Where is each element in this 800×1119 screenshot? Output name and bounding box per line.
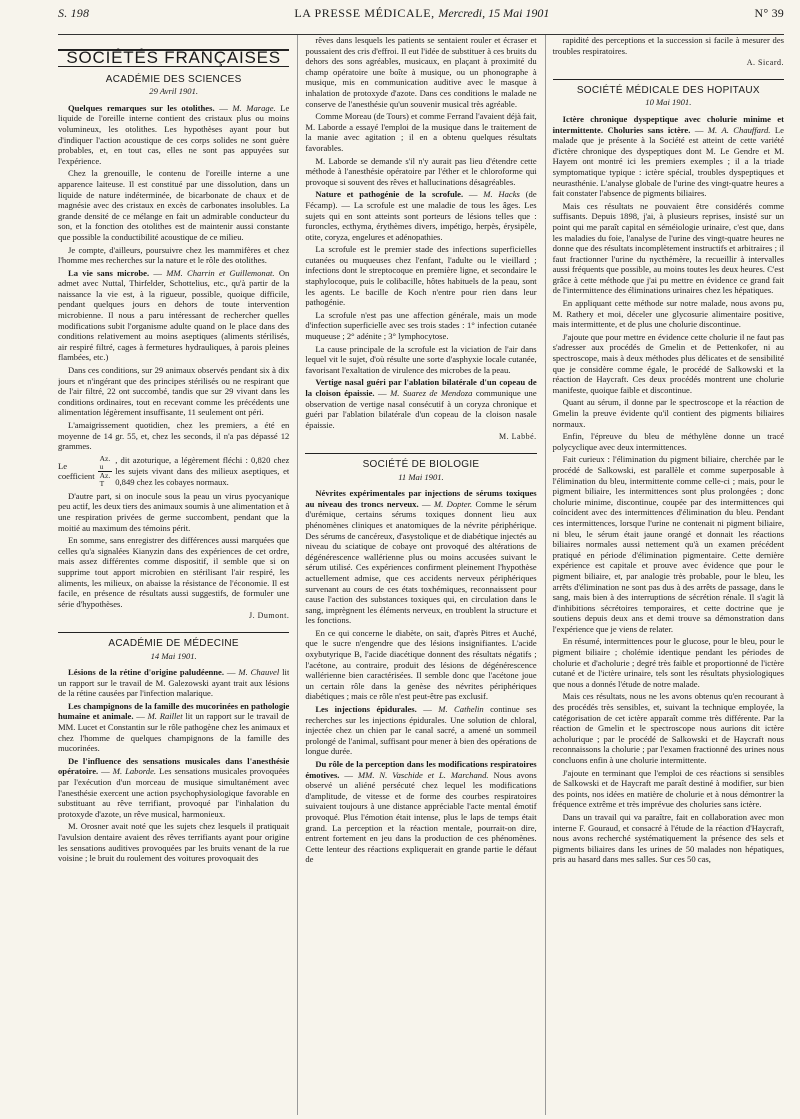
paragraph: Névrites expérimentales par injections de sérums toxiques au niveau des troncs nerveux. — M. Dopter. Comme le sérum d'urémique, certains sérums toxiques donnent lieu aux phénomènes cliniques et anatomiques de la névrite périphérique. Des sérums de cancéreux, d'asystolique et de diabétique injectés au niveau du sciatique de cobaye ont provoqué des altérations de dégénérescence wallérienne plus ou moins accusées suivant le sérum utilisé. Ces expériences confirment pleinement l'hypothèse actuellement admise, que ces accidents nerveux périphériques survenant au cours de ces états toxhémiques, reconnaissent pour cause l'action des substances toxiques qui, en circulation dans le sang, imprègnent les éléments nerveux, en troublent la structure et les fonctions. bbox=[305, 488, 537, 626]
article-text: continue ses recherches sur les injections épidurales. Une solution de chloral, injectée chez un chien par le canal sacré, a amené un sommeil prolongé de l'animal, suffisant pour mener à bien des opérations de longue durée. bbox=[305, 704, 537, 757]
section-date: 14 Mai 1901. bbox=[150, 650, 197, 661]
paragraph: M. Orosner avait noté que les sujets chez lesquels il pratiquait l'avulsion dentaire avaient des rêves terrifiants ayant pour origine les sensations auditives provoquées par les bruits venant de la rue voisine ; le bruit du roulement des voitures provoquait des bbox=[58, 821, 290, 864]
section-title-societe-biologie: SOCIÉTÉ DE BIOLOGIE bbox=[305, 453, 536, 471]
section-date: 11 Mai 1901. bbox=[398, 471, 444, 482]
paragraph: rapidité des perceptions et la succession si facile à mesurer des troubles respiratoires. bbox=[552, 35, 784, 56]
article-author: M. Raillet bbox=[147, 711, 183, 722]
paragraph: Nature et pathogénie de la scrofule. — M. Hacks (de Fécamp). — La scrofule est une maladie de tous les âges. Les sujets qui en sont atteints sont porteurs de lésions telles que : furoncles, ecthyma, érythèmes divers, impétigo, herpès, érysipèle, otite, coryza, engelures et adénopathies. bbox=[305, 189, 537, 242]
paragraph: Quant au sérum, il donne par le spectroscope et la réaction de Gmelin la preuve évidente qu'il contient des pigments biliaires normaux. bbox=[552, 397, 784, 429]
article-author: M. Marage. bbox=[232, 102, 276, 113]
article-text: communique une observation de vertige nasal consécutif à un coryza chronique et guéri par l'ablation bilatérale d'un copeau de la cloison nasale épaissie. bbox=[305, 388, 537, 430]
paragraph: Dans un travail qui va paraître, fait en collaboration avec mon interne F. Gouraud, et consacré à l'étude de la réaction d'Haycraft, nous avons recherché systématiquement la présence des sels et pigments biliaires dans les urines de 50 malades non hépatiques, pris au hasard dans mes salles. Sur ces 50 cas, bbox=[552, 811, 784, 865]
signature: M. Labbé. bbox=[499, 432, 537, 442]
article-title: Quelques remarques sur les otolithes. bbox=[68, 102, 215, 113]
column-1 bbox=[58, 35, 289, 1115]
article-author: M. Dopter. bbox=[433, 498, 473, 509]
journal-masthead: LA PRESSE MÉDICALE, Mercredi, 15 Mai 1901 bbox=[294, 6, 550, 20]
paragraph: Chez la grenouille, le contenu de l'oreille interne a une apparence laiteuse. Il est constitué par une dissolution, dans un liquide de nature indéterminée, de bicarbonate de chaux et de magnésie avec des cristaux en excès de carbonates insolubles. La grande densité de ce mélange en fait un admirable conducteur du son, et la fonction des otolithes est de maintenir aussi constante que possible la conductibilité acoustique de ce milieu. bbox=[58, 168, 290, 242]
article-text: lit un rapport sur le travail de MM. Lucet et Constantin sur le rôle pathogène chez les animaux et chez l'homme de quelques champignons de la famille des mucorinées. bbox=[58, 711, 290, 754]
paragraph: Mais ces résultats, nous ne les avons obtenus qu'en recourant à des procédés très sensibles, et, suivant la technique employée, la catégorisation de cet ictère apparaît comme très différente. Par la réaction de Gmelin et le spectroscope nous aurions dit ictère acholurique ; par le procédé de Salkowski et de Haycraft nous reconnaissons la cholurie ; par l'examen fractionné des urines nous concluons enfin à une cholurie intermittente. bbox=[552, 691, 784, 765]
article-author: MM. Charrin et Guillemonat. bbox=[166, 267, 275, 278]
issue-number: N° 39 bbox=[754, 6, 784, 20]
article-title: Névrites expérimentales par injections de sérums toxiques au niveau des troncs nerveux. bbox=[305, 488, 537, 509]
article-title: Nature et pathogénie de la scrofule. bbox=[315, 189, 464, 200]
section-date: 10 Mai 1901. bbox=[645, 97, 692, 108]
signature: J. Dumont. bbox=[248, 611, 290, 621]
paragraph: En somme, sans enregistrer des différences aussi marquées que celles qu'a signalées Kianyzin dans des expériences de cet ordre, mais assez différentes comme dispositif, il semble que si on supprime tout apport microbien en stérilisant l'air respiré, les aliments, les milieux, on abaisse la résistance de l'économie. Il est facile, en présence de résultats aussi suggestifs, de formuler une série d'hypothèses. bbox=[58, 535, 290, 609]
paragraph: Ictère chronique dyspeptique avec cholurie minime et intermittente. Choluries sans ictère. — M. A. Chauffard. Le malade que je présente à la Société est atteint de cette variété d'ictère chronique des dyspeptiques dont M. Le Gendre et M. Hayem ont montré ici les premiers exemples ; il a la triade symptomatique typique : ictère spécial, troubles dyspeptiques et neurasthénie. L'analyse globale de l'urine des vingt-quatre heures a fait constater l'absence de pigments biliaires. bbox=[552, 113, 784, 199]
paragraph: Mais ces résultats ne pouvaient être considérés comme suffisants. Depuis 1898, j'ai, à plusieurs reprises, insisté sur un point qui me paraît capital en séméiologie urinaire, c'est que, dans les maladies du foie, l'analyse de l'urine des vingt-quatre heures ne donne que des résultats incomplètement instructifs et arbitraires ; il faut fractionner l'urine du nycthémère, la recueillir à intervalles aussi fréquents que possible, au moins toutes les deux heures. C'est grâce à cette méthode que j'ai pu mettre en évidence ce grand fait de l'intermittence des éliminations urinaires chez les hépatiques. bbox=[552, 200, 784, 296]
signature: A. Sicard. bbox=[746, 58, 784, 68]
paragraph: De l'influence des sensations musicales dans l'anesthésie opératoire. — M. Laborde. Les sensations musicales provoquées par l'exécution d'un morceau de musique simultanément avec l'anesthésie exercent une action psychophysiologique favorable en substituant au rêve terrifiant, provoqué par l'inhalation du protoxyde d'azote, un rêve musical, harmonieux. bbox=[58, 755, 290, 819]
article-title: Du rôle de la perception dans les modifications respiratoires émotives. bbox=[305, 759, 537, 780]
article-title: Les champignons de la famille des mucorinées en pathologie humaine et animale. bbox=[58, 700, 290, 722]
article-author: M. Cathelin bbox=[438, 704, 484, 715]
paragraph: M. Laborde se demande s'il n'y aurait pas lieu d'étendre cette méthode à l'anesthésie opératoire par l'éther et le chloroforme qui provoque si souvent des rêves et hallucinations désagréables. bbox=[305, 155, 537, 187]
article-author: M. Chauvel bbox=[238, 667, 280, 678]
fraction-denominator: Az. T bbox=[99, 470, 111, 488]
paragraph: La cause principale de la scrofule est la viciation de l'air dans lequel vit le sujet, d'où résulte une sorte d'asphyxie locale cutanée, favorisant l'exaltation de virulence des microbes de la peau. bbox=[305, 343, 537, 375]
paragraph: Lésions de la rétine d'origine paludéenne. — M. Chauvel lit un rapport sur le travail de M. Galezowski ayant trait aux lésions de la rétine causées par l'infection malarique. bbox=[58, 667, 290, 699]
paragraph: Fait curieux : l'élimination du pigment biliaire, cherchée par le procédé de Salkowski, est parallèle et comme superposable à l'élimination du bleu, intermittente comme celle-ci ; mais, pour le pigment biliaire, les intermittences sont plus prolongées ; donc cholurie minime, discontinue, coupée par des intermittences qui coïncident avec des intermittences d'élimination du bleu. Pendant ces intermittences, lorsque l'urine ne contenait ni pigment biliaire, ni bleu, le sérum était jaune orangé et donnait les réactions biliaires normales aussi nettement qu'à un examen précédent pratiqué en période d'élimination pigmentaire. Cette dernière expérience est capitale et prouve avec évidence que pour le pigment biliaire, et, par analogie très probable, pour le bleu, les arrêts d'élimination ne sont pas dus à des arrêts de passage, dans le sang, mais bien à des interruptions de sécrétion rénale. Il s'agit là d'inhibitions sécrétoires temporaires, et cette doctrine que je soutiens depuis deux ans et demi trouve sa démonstration dans l'expérience que je viens de relater. bbox=[552, 454, 784, 634]
section-title-academie-sciences: ACADÉMIE DES SCIENCES bbox=[105, 73, 242, 85]
article-title: Lésions de la rétine d'origine paludéenne. bbox=[68, 667, 225, 678]
article-text: Le liquide de l'oreille interne contient des cristaux plus ou moins volumineux, les otolithes. Les hypothèses ayant pour but d'indiquer l'action acoustique de ces corps solides ne sont guère probables, et, en tout cas, elles ne sont pas appuyées sur l'expérience. bbox=[58, 102, 290, 166]
article-text: Nous avons observé un aliéné persécuté chez lequel les modifications d'amplitude, de vitesse et de forme des courbes respiratoires suivaient toujours à une distance appréciable l'acte mental émotif provoqué. Plus l'émotion était intense, plus le laps de temps était grand. La perception et la réaction mentale, pourrait-on dire, entrent fortement en jeu dans la production de ces phénomènes. Cette lenteur des réactions expliquerait en grande partie le défaut de bbox=[305, 769, 537, 865]
paragraph: En appliquant cette méthode sur notre malade, nous avons pu, M. Rathery et moi, déceler une glycosurie alimentaire positive, mais intermittente, et de plus une cholurie discontinue. bbox=[552, 298, 784, 330]
article-author: M. Laborde. bbox=[112, 766, 157, 777]
section-title-societe-medicale-hopitaux: SOCIÉTÉ MÉDICALE DES HOPITAUX bbox=[553, 79, 784, 97]
paragraph: J'ajoute que pour mettre en évidence cette cholurie il ne faut pas s'adresser aux procédés de Gmelin et de Pettenkofer, ni au spectroscope, mais à deux méthodes plus délicates et de sensibilité que je considère comme égale, le procédé de Salkowski et la réaction de Haycraft. Ces deux procédés montrent une cholurie manifeste, quoique faible et discontinue. bbox=[552, 331, 784, 395]
column-2 bbox=[297, 35, 536, 1115]
paragraph: J'ajoute en terminant que l'emploi de ces réactions si sensibles de Salkowski et de Haycraft me paraît destiné à modifier, sur bien des points, nos idées en matière de cholurie et à nous démontrer la fréquence extrême et très imprévue des choluries sans ictère. bbox=[552, 767, 784, 810]
formula-tail: , dit azoturique, a légèrement fléchi : 0,820 chez les sujets vivant dans des milieux aseptiques, et 0,849 chez les cobayes normaux. bbox=[115, 455, 290, 487]
paragraph: Quelques remarques sur les otolithes. — M. Marage. Le liquide de l'oreille interne contient des cristaux plus ou moins volumineux, les otolithes. Les hypothèses ayant pour but d'indiquer l'action acoustique de ces corps solides ne sont guère probables, et, en tout cas, elles ne sont pas appuyées sur l'expérience. bbox=[58, 102, 290, 166]
fraction-numerator: Az. u bbox=[99, 453, 111, 471]
paragraph: Dans ces conditions, sur 29 animaux observés pendant six à dix jours et n'ingérant que des principes stérilisés ou ne respirant que de l'air filtré, 22 ont succombé, tandis que sur 29 vivant dans les conditions ordinaires, tout en recevant comme les précédents une alimentation légèrement insuffisante, 11 seulement ont péri. bbox=[58, 365, 290, 418]
article-title: La vie sans microbe. bbox=[68, 267, 150, 278]
article-text: On admet avec Nuttal, Thirfelder, Schottelius, etc., qu'à partir de la naissance la vie est, à la rigueur, possible, quoique difficile, pendant quelques jours en dehors de toute intervention microbienne. Il nous a paru intéressant de rechercher quelles modifications subit l'organisme adulte quand on le place dans des conditions relativement au moins aseptiques (aliments stérilisés, air respiré filtré, cages à fermetures hydrauliques, à parois pleines flambées, etc.) bbox=[58, 267, 290, 363]
azoturic-fraction bbox=[98, 455, 113, 488]
paragraph: Les champignons de la famille des mucorinées en pathologie humaine et animale. — M. Raillet lit un rapport sur le travail de MM. Lucet et Constantin sur le rôle pathogène chez les animaux et chez l'homme de quelques champignons de la famille des mucorinées. bbox=[58, 700, 290, 754]
paragraph: La scrofule n'est pas une affection générale, mais un mode d'infection superficielle avec ses trois stades : 1° infection cutanée muqueuse ; 2° adénite ; 3° lymphocytose. bbox=[305, 309, 537, 342]
main-section-title: SOCIÉTÉS FRANÇAISES bbox=[58, 49, 289, 67]
article-author: M. A. Chauffard. bbox=[707, 124, 771, 135]
paragraph: En ce qui concerne le diabète, on sait, d'après Pitres et Auché, que le sucre n'engendre que des lésions insignifiantes. L'acide oxybutyrique B, l'acide diacétique donnent des résultats négatifs ; l'acétone, au contraire, produit des lésions de dégénérescence wallérienne bien caractérisées. Il semble donc que l'acétone joue un certain rôle dans la genèse des névrites périphériques diabétiques ; mais ce rôle n'est peut-être pas exclusif. bbox=[305, 627, 537, 702]
paragraph: La vie sans microbe. — MM. Charrin et Guillemonat. On admet avec Nuttal, Thirfelder, Schottelius, etc., qu'à partir de la naissance la vie est, à la rigueur, possible, quoique difficile, pendant quelques jours en dehors de toute intervention microbienne. Il nous a paru intéressant de rechercher quelles modifications subit l'organisme adulte quand on le place dans des conditions relativement au moins aseptiques (aliments stérilisés, air respiré filtré, cages à fermetures hydrauliques, à parois pleines flambées, etc.) bbox=[58, 267, 290, 363]
article-author: M. Hacks bbox=[483, 189, 520, 200]
paragraph: Les injections épidurales. — M. Cathelin continue ses recherches sur les injections épidurales. Une solution de chloral, injectée chez un chien par le canal sacré, a amené un sommeil prolongé de l'animal, suffisant pour mener à bien des opérations de longue durée. bbox=[305, 704, 537, 757]
journal-name: LA PRESSE MÉDICALE bbox=[294, 6, 432, 20]
article-author: M. Suarez de Mendoza bbox=[390, 388, 473, 398]
section-title-academie-medecine: ACADÉMIE DE MÉDECINE bbox=[58, 632, 289, 650]
paragraph: rêves dans lesquels les patients se sentaient rouler et écraser et poussaient des cris d'effroi. Il eut l'idée de substituer à ces bruits du dehors des sons agréables, musicaux, en plaçant à proximité du champ opératoire une boîte à musique, ou un phonographe à musique, mis en communication auditive avec le masque à inhalation de protoxyde d'azote. Dans ces conditions le malade ne conserve de l'anesthésie qu'un souvenir musical très agréable. bbox=[305, 35, 537, 109]
page-reference: S. 198 bbox=[58, 6, 90, 20]
paragraph: Enfin, l'épreuve du bleu de méthylène donne un tracé polycyclique avec deux intermittences. bbox=[552, 431, 784, 452]
paragraph: D'autre part, si on inocule sous la peau un virus pyocyanique peu actif, les deux tiers des animaux soumis à une alimentation et à une respiration privées de germe succombent, pendant que la moitié au maximum des témoins périt. bbox=[58, 490, 290, 533]
article-author: MM. N. Vaschide et L. Marchand. bbox=[358, 769, 489, 780]
paragraph: L'amaigrissement quotidien, chez les premiers, a été en moyenne de 14 gr. 55, et, chez les seconds, il n'a pas dépassé 12 grammes. bbox=[58, 420, 290, 452]
paragraph: Je compte, d'ailleurs, poursuivre chez les mammifères et chez l'homme mes recherches sur la nature et le rôle des otolithes. bbox=[58, 244, 290, 266]
article-title: Les injections épidurales. bbox=[315, 704, 417, 715]
article-title: De l'influence des sensations musicales dans l'anesthésie opératoire. bbox=[58, 755, 290, 777]
article-title: Ictère chronique dyspeptique avec cholurie minime et intermittente. Choluries sans ictère. bbox=[552, 113, 784, 135]
article-text: (de Fécamp). — La scrofule est une maladie de tous les âges. Les sujets qui en sont atteints sont porteurs de lésions telles que : furoncles, ecthyma, érythèmes divers, impétigo, herpès, érysipèle, otite, coryza, engelures et adénopathies. bbox=[305, 189, 537, 242]
article-text: lit un rapport sur le travail de M. Galezowski ayant trait aux lésions de la rétine causées par l'infection malarique. bbox=[58, 667, 290, 699]
column-3 bbox=[545, 35, 784, 1115]
section-date: 29 Avril 1901. bbox=[149, 86, 199, 97]
paragraph: Comme Moreau (de Tours) et comme Ferrand l'avaient déjà fait, M. Laborde a essayé l'emploi de la musique dans le traitement de la manie avec agitation ; il en a obtenu quelques résultats favorables. bbox=[305, 111, 537, 153]
article-columns bbox=[58, 35, 784, 1115]
formula-lead: Le coefficient bbox=[58, 460, 95, 482]
page-header bbox=[58, 0, 784, 35]
article-text: Le malade que je présente à la Société est atteint de cette variété d'ictère chronique des dyspeptiques dont M. Le Gendre et M. Hayem ont montré ici les premiers exemples ; il a la triade symptomatique typique : ictère spécial, troubles dyspeptiques et neurasthénie. L'analyse globale de l'urine des vingt-quatre heures a fait constater l'absence de pigments biliaires. bbox=[552, 124, 784, 199]
article-text: Les sensations musicales provoquées par l'exécution d'un morceau de musique simultanément avec l'anesthésie exercent une action psychophysiologique favorable en substituant au rêve terrifiant, provoqué par l'inhalation du protoxyde d'azote, un rêve musical, harmonieux. bbox=[58, 766, 290, 819]
paragraph: La scrofule est le premier stade des infections superficielles cutanées ou muqueuses chez l'enfant, l'adulte ou le vieillard ; infections dont le streptocoque en première ligne, et secondaire le staphylocoque, puis le colibacille, hôtes habituels de la peau, sont les agents. Le bacille de Koch n'entre pour rien dans leur pathogénie. bbox=[305, 244, 537, 308]
article-title: Vertige nasal guéri par l'ablation bilatérale d'un copeau de la cloison épaissie. bbox=[305, 377, 537, 398]
issue-date: Mercredi, 15 Mai 1901 bbox=[438, 6, 550, 20]
formula-paragraph bbox=[58, 455, 289, 488]
paragraph: En résumé, intermittences pour le glucose, pour le bleu, pour le pigment biliaire ; cholémie identique pendant les périodes de cholurie et d'acholurie ; degré très faible et proportionné de l'ictère cutané et de l'ictère urinaire, tels sont les résultats physiologiques que nous a donnés l'étude de notre malade. bbox=[552, 636, 784, 689]
paragraph: Du rôle de la perception dans les modifications respiratoires émotives. — MM. N. Vaschide et L. Marchand. Nous avons observé un aliéné persécuté chez lequel les modifications d'amplitude, de vitesse et de forme des courbes respiratoires suivaient toujours à une distance appréciable l'acte mental émotif provoqué. Plus l'émotion était intense, plus le laps de temps était grand. La perception et la réaction mentale, pourrait-on dire, entrent fortement en jeu dans la production de ces phénomènes. Cette lenteur des réactions expliquerait en grande partie le défaut de bbox=[305, 759, 537, 865]
paragraph: Vertige nasal guéri par l'ablation bilatérale d'un copeau de la cloison épaissie. — M. Suarez de Mendoza communique une observation de vertige nasal consécutif à un coryza chronique et guéri par l'ablation bilatérale d'un copeau de la cloison nasale épaissie. bbox=[305, 377, 537, 430]
article-text: Comme le sérum d'urémique, certains sérums toxiques donnent lieu aux phénomènes cliniques et anatomiques de la névrite périphérique. Des sérums de cancéreux, d'asystolique et de diabétique injectés au niveau du sciatique de cobaye ont provoqué des altérations de dégénérescence wallérienne plus ou moins accusées suivant le sérum utilisé. Ces expériences confirment pleinement l'hypothèse actuellement admise, que ces accidents nerveux périphériques survenant au cours de ces états toxhémiques, reconnaissent pour cause l'action des substances toxiques qui, en circulation dans le sang, imprègnent les éléments nerveux, en troublent la structure et les fonctions. bbox=[305, 498, 537, 626]
